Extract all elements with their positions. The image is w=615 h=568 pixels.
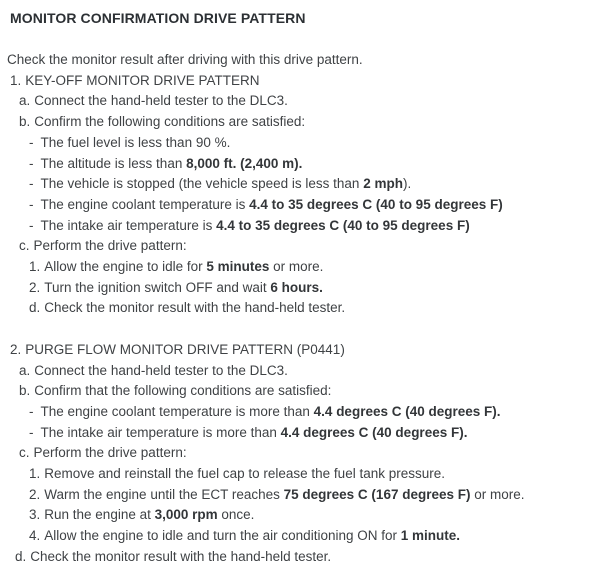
doc-line	[0, 505, 607, 526]
dash-bullet: -	[29, 176, 34, 192]
list-marker: a.	[19, 362, 31, 378]
body-text: ).	[402, 176, 412, 192]
body-text: The engine coolant temperature is	[40, 196, 250, 212]
section-1	[0, 71, 607, 319]
emphasis-text: 6 hours.	[270, 279, 323, 295]
body-text: KEY-OFF MONITOR DRIVE PATTERN	[25, 72, 260, 88]
doc-line	[0, 298, 607, 319]
list-marker: 1.	[29, 259, 41, 275]
doc-line	[0, 257, 607, 278]
emphasis-text: 4.4 degrees C (40 degrees F).	[280, 424, 468, 440]
list-marker: c.	[19, 445, 30, 461]
list-marker: d.	[29, 300, 41, 316]
body-text: Allow the engine to idle and turn the air conditioning ON for	[44, 528, 401, 544]
emphasis-text: 4.4 to 35 degrees C (40 to 95 degrees F)	[249, 196, 503, 212]
doc-line	[0, 216, 607, 237]
doc-line	[0, 174, 607, 195]
body-text: Turn the ignition switch OFF and wait	[44, 279, 271, 295]
dash-bullet: -	[29, 134, 34, 150]
list-marker: 1.	[29, 466, 41, 482]
body-text: once.	[217, 507, 255, 523]
sections-container	[0, 71, 607, 568]
section-heading	[0, 340, 607, 361]
body-text: or more.	[269, 259, 324, 275]
section-2	[0, 340, 607, 568]
body-text: Warm the engine until the ECT reaches	[44, 486, 284, 502]
body-text: The intake air temperature is more than	[40, 424, 281, 440]
section-heading	[0, 71, 607, 92]
body-text: Remove and reinstall the fuel cap to release the fuel tank pressure.	[44, 466, 445, 482]
drive-pattern-instructions	[0, 50, 607, 568]
body-text: Check the monitor result with the hand-held tester.	[44, 300, 346, 316]
emphasis-text: 2 mph	[363, 176, 403, 192]
doc-line	[0, 195, 607, 216]
body-text: Allow the engine to idle for	[44, 259, 207, 275]
body-text: Confirm the following conditions are satisfied:	[34, 114, 306, 130]
doc-line	[0, 485, 607, 506]
doc-line	[0, 236, 607, 257]
list-marker: d.	[15, 548, 27, 564]
dash-bullet: -	[29, 217, 34, 233]
emphasis-text: 3,000 rpm	[154, 507, 218, 523]
dash-bullet: -	[29, 424, 34, 440]
doc-line	[0, 112, 607, 133]
list-marker: b.	[19, 114, 31, 130]
doc-line	[0, 443, 607, 464]
doc-line	[0, 154, 607, 175]
doc-line	[0, 423, 607, 444]
doc-line	[0, 91, 607, 112]
body-text: Perform the drive pattern:	[33, 238, 187, 254]
body-text: The intake air temperature is	[40, 217, 217, 233]
emphasis-text: 5 minutes	[206, 259, 270, 275]
page-title: MONITOR CONFIRMATION DRIVE PATTERN	[10, 10, 306, 26]
body-text: Confirm that the following conditions are satisfied:	[34, 383, 332, 399]
doc-line	[0, 133, 607, 154]
emphasis-text: 1 minute.	[400, 528, 460, 544]
list-marker: 2.	[29, 486, 41, 502]
emphasis-text: 8,000 ft. (2,400 m).	[186, 155, 303, 171]
doc-line	[0, 547, 607, 568]
doc-line	[0, 526, 607, 547]
intro-text: Check the monitor result after driving with this drive pattern.	[7, 52, 363, 67]
body-text: Perform the drive pattern:	[33, 445, 187, 461]
doc-line	[0, 402, 607, 423]
doc-line	[0, 361, 607, 382]
dash-bullet: -	[29, 196, 34, 212]
dash-bullet: -	[29, 403, 34, 419]
list-marker: 2.	[29, 279, 41, 295]
body-text: The engine coolant temperature is more than	[40, 403, 314, 419]
emphasis-text: 4.4 to 35 degrees C (40 to 95 degrees F)	[216, 217, 470, 233]
doc-line	[0, 464, 607, 485]
emphasis-text: 4.4 degrees C (40 degrees F).	[313, 403, 501, 419]
list-marker: 3.	[29, 507, 41, 523]
list-marker: a.	[19, 93, 31, 109]
list-marker: 4.	[29, 528, 41, 544]
doc-line	[0, 381, 607, 402]
list-marker: 2.	[10, 341, 22, 357]
list-marker: 1.	[10, 72, 22, 88]
body-text: Check the monitor result with the hand-held tester.	[30, 548, 332, 564]
body-text: The vehicle is stopped (the vehicle speed is less than	[40, 176, 364, 192]
list-marker: c.	[19, 238, 30, 254]
body-text: Run the engine at	[44, 507, 155, 523]
doc-line	[0, 278, 607, 299]
body-text: PURGE FLOW MONITOR DRIVE PATTERN (P0441)	[25, 341, 345, 357]
body-text: The fuel level is less than 90 %.	[40, 134, 231, 150]
body-text: or more.	[470, 486, 525, 502]
dash-bullet: -	[29, 155, 34, 171]
body-text: Connect the hand-held tester to the DLC3.	[34, 93, 288, 109]
emphasis-text: 75 degrees C (167 degrees F)	[283, 486, 471, 502]
list-marker: b.	[19, 383, 31, 399]
body-text: The altitude is less than	[40, 155, 187, 171]
body-text: Connect the hand-held tester to the DLC3.	[34, 362, 288, 378]
